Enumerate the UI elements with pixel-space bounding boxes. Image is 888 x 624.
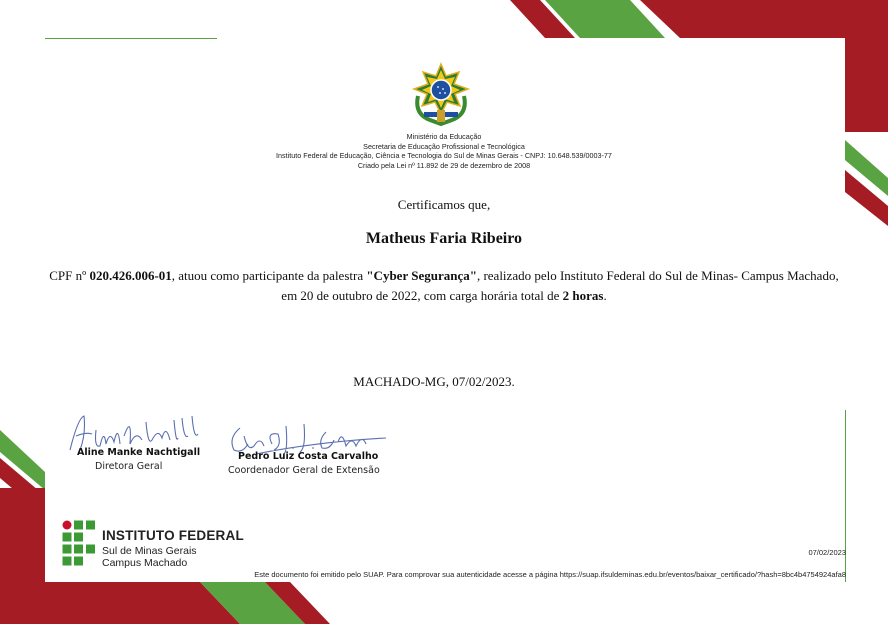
workload: 2 horas (562, 288, 604, 303)
body-text-3: . (603, 288, 607, 303)
coat-of-arms-icon (410, 62, 472, 126)
signature-1-name: Aline Manke Nachtigall (77, 447, 201, 458)
signature-2-name: Pedro Luiz Costa Carvalho (238, 451, 379, 462)
certificate-body (48, 266, 840, 306)
issue-date: 07/02/2023 (808, 548, 846, 557)
signature-1-role: Diretora Geral (95, 461, 163, 472)
institution-header (0, 132, 888, 170)
header-law: Criado pela Lei nº 11.892 de 29 de dezembro de 2008 (357, 160, 531, 170)
body-text-1: , atuou como participante da palestra (171, 268, 364, 283)
institution-logo (62, 518, 252, 570)
place-and-date: MACHADO-MG, 07/02/2023. (353, 374, 515, 389)
verification-notice: Este documento foi emitido pelo SUAP. Para comprovar sua autenticidade acesse a página https://suap.ifsuldeminas.edu.br/eventos/baixar_certificado/?hash=8bc4b4754924afa8 (254, 570, 846, 579)
header-ministry: Ministério da Educação (406, 132, 482, 141)
signature-2-role: Coordenador Geral de Extensão (228, 465, 380, 476)
body-text-2: , realizado pelo Instituto Federal do Sul de Minas- Campus Machado, em 20 de outubro de 2022, com carga horária total de (281, 268, 839, 303)
event-title: "Cyber Segurança" (366, 268, 477, 283)
cpf-number: 020.426.006-01 (89, 268, 172, 283)
institution-name: INSTITUTO FEDERAL (102, 528, 244, 543)
institution-subtitle-region: Sul de Minas Gerais (102, 545, 197, 557)
institution-subtitle-campus: Campus Machado (102, 557, 188, 569)
certify-intro: Certificamos que, (397, 197, 491, 212)
institution-logo-icon (62, 520, 96, 566)
header-institute: Instituto Federal de Educação, Ciência e Tecnologia do Sul de Minas Gerais - CNPJ: 10.648.539/0003-77 (276, 151, 612, 160)
cpf-label: CPF nº (49, 268, 87, 283)
header-secretariat: Secretaria de Educação Profissional e Tecnológica (363, 141, 525, 151)
participant-name: Matheus Faria Ribeiro (365, 230, 523, 247)
card-top-accent-line (45, 38, 217, 39)
